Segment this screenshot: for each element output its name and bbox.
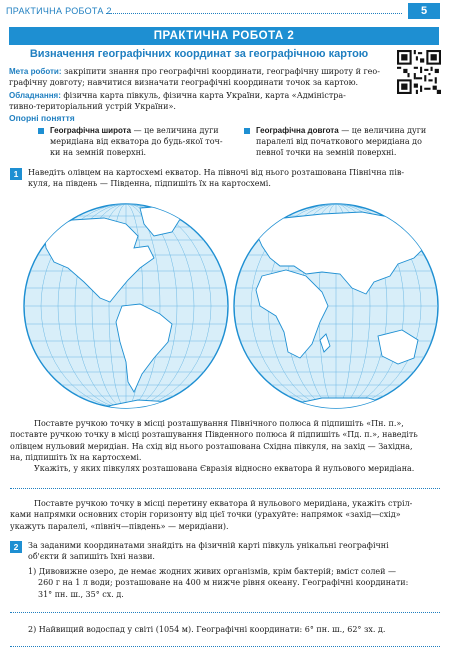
qr-code-icon[interactable] bbox=[397, 50, 441, 94]
task1-para1-line-4: на, підпишіть їх на картосхемі. bbox=[10, 452, 142, 462]
task1-line-2: куля, на південь — Південна, підпишіть їх на картосхемі. bbox=[28, 179, 271, 189]
task1-para1-line-1: Поставте ручкою точку в місці розташування Північного полюса й підпишіть «Пн. п.», bbox=[34, 419, 404, 428]
task1-para1-line-3: олівцем нульовий меридіан. На схід від нього розташована Східна півкуля, на захід — Західна, bbox=[10, 441, 413, 451]
task2-item1-line-3: 31° пн. ш., 35° сх. д. bbox=[38, 589, 124, 599]
task2-item-2: 2) Найвищий водоспад у світі (1054 м). Географічні координати: 6° пн. ш., 62° зх. д. bbox=[28, 625, 386, 634]
task1-intro bbox=[28, 167, 440, 190]
task1-para2-line-3: укажуть паралелі, «північ—південь» — меридіани). bbox=[10, 521, 229, 531]
longitude-line-3: певної точки на земній поверхні. bbox=[256, 148, 397, 157]
work-title-banner: ПРАКТИЧНА РОБОТА 2 bbox=[9, 27, 439, 45]
task1-question-1: Укажіть, у яких півкулях розташована Євразія відносно екватора й нульового меридіана. bbox=[34, 464, 415, 474]
task1-instructions-2 bbox=[10, 498, 440, 532]
task2-item1-line-2: 260 г на 1 л води; розташоване на 400 м нижче рівня океану. Географічні координати: bbox=[38, 578, 409, 588]
bullet-square-icon bbox=[38, 128, 44, 134]
task2-item-1 bbox=[28, 566, 440, 600]
hemispheres-outline-map[interactable] bbox=[22, 202, 440, 410]
equipment-line-2: тивно-територіальний устрій України». bbox=[9, 102, 176, 111]
task2-intro bbox=[28, 540, 440, 563]
equipment-line-1: фізична карта півкуль, фізична карта України, карта «Адміністра- bbox=[63, 91, 346, 100]
latitude-line-2: меридіана від екватора до будь-якої точ- bbox=[50, 137, 223, 146]
page-number: 5 bbox=[408, 3, 440, 19]
task2-item1-line-1: 1) Дивовижне озеро, де немає жодних живих організмів, крім бактерій; вміст солей — bbox=[28, 567, 397, 576]
equipment-label: Обладнання: bbox=[9, 91, 61, 100]
latitude-line-3: ки на земній поверхні. bbox=[50, 148, 147, 157]
task-number-1: 1 bbox=[10, 168, 22, 180]
task1-instructions bbox=[10, 418, 440, 474]
latitude-term: Географічна широта bbox=[50, 126, 132, 135]
goal-block bbox=[9, 66, 395, 88]
longitude-term: Географічна довгота bbox=[256, 126, 339, 135]
goal-line-2: графічну довготу; навчитися визначати географічні координати точок за картою. bbox=[9, 78, 359, 87]
latitude-definition bbox=[50, 125, 236, 158]
task2-line-2: об'єкти й запишіть їхні назви. bbox=[28, 552, 155, 562]
goal-label: Мета роботи: bbox=[9, 67, 62, 76]
longitude-line-2: паралелі від початкового меридіана до bbox=[256, 137, 422, 146]
answer-line-1[interactable] bbox=[10, 488, 440, 489]
longitude-definition bbox=[256, 125, 442, 158]
task-number-2: 2 bbox=[10, 541, 22, 553]
work-subtitle: Визначення географічних координат за географічною картою bbox=[29, 48, 369, 60]
goal-line-1: закріпити знання про географічні координати, географічну широту й гео- bbox=[64, 67, 380, 76]
task1-para2-line-1: Поставте ручкою точку в місці перетину екватора й нульового меридіана, укажіть стріл- bbox=[34, 499, 413, 508]
western-hemisphere bbox=[22, 204, 230, 410]
latitude-line-1: — це величина дуги bbox=[133, 126, 219, 135]
bullet-square-icon bbox=[244, 128, 250, 134]
equipment-block bbox=[9, 90, 395, 112]
answer-line-2[interactable] bbox=[10, 612, 440, 613]
task1-para1-line-2: поставте ручкою точку в місці розташування Південного полюса й підпишіть «Пд. п.», наведіть bbox=[10, 430, 418, 440]
eastern-hemisphere bbox=[232, 204, 440, 410]
concepts-heading: Опорні поняття bbox=[9, 113, 75, 123]
task2-line-1: За заданими координатами знайдіть на фізичній карті півкуль унікальні географічні bbox=[28, 541, 389, 550]
header-dotted-rule bbox=[106, 13, 402, 14]
running-header bbox=[0, 0, 452, 22]
longitude-line-1: — це величина дуги bbox=[341, 126, 427, 135]
task1-para2-line-2: ками напрямки основних сторін горизонту від цієї точки (урахуйте: напрямок «захід—схід» bbox=[10, 510, 401, 520]
task1-line-1: Наведіть олівцем на картосхемі екватор. На півночі від нього розташована Північна пів- bbox=[28, 168, 405, 177]
answer-line-3[interactable] bbox=[10, 646, 440, 647]
running-title: ПРАКТИЧНА РОБОТА 2 bbox=[6, 6, 112, 16]
